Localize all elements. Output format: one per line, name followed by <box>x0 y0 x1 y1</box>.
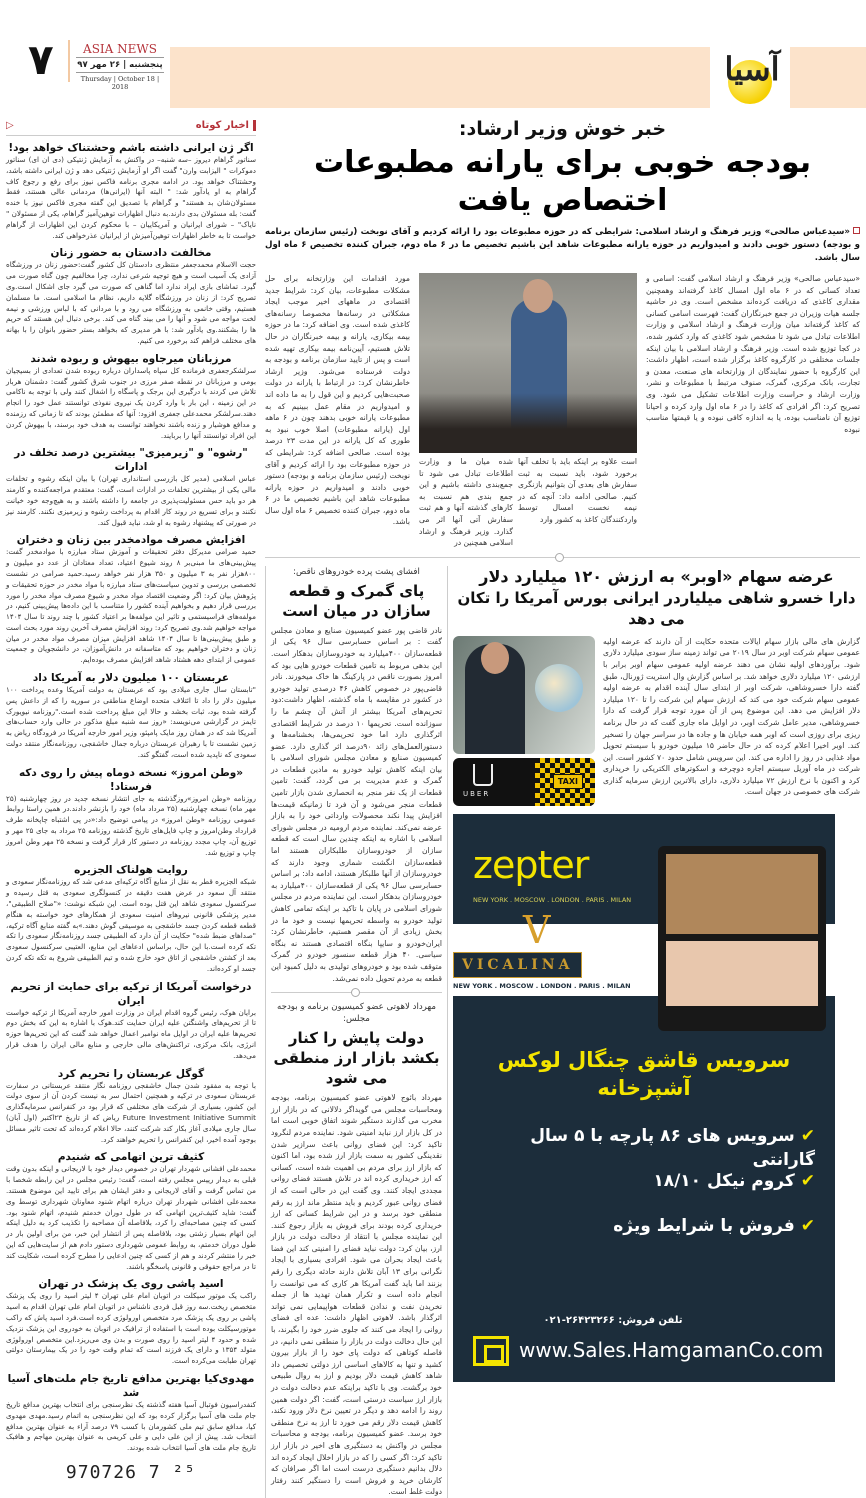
brand-cities: NEW YORK . MOSCOW . LONDON . PARIS . MILAN <box>453 981 631 990</box>
article-kicker: خبر خوش وزیر ارشاد: <box>458 118 667 140</box>
section-divider <box>271 992 442 993</box>
article-subheadline: دارا خسرو شاهی میلیاردر ایرانی بورس آمریکا را تکان می دهد <box>457 588 856 628</box>
short-news-list <box>6 141 256 1454</box>
news-headline: «وطن امروز» نسخه دوماه پیش را روی دکه فرستاد! <box>18 766 244 793</box>
page-number: ۷ <box>28 35 54 84</box>
square-bullet-icon <box>853 227 860 234</box>
uber-wordmark: UBER <box>463 789 491 798</box>
news-headline: درخواست آمریکا از ترکیه برای حمایت از تحریم ایران <box>10 980 252 1007</box>
news-headline: کثیف ترین اتهامی که شنیدم <box>57 1151 205 1164</box>
checkmark-icon: ✔ <box>800 1170 815 1191</box>
uber-taxi-image <box>453 758 595 806</box>
article-column: است علاوه بر اینکه باید با تخلف آنها برخورد شود، باید نسبت به ثبت سفارش های بعدی آن بتوانیم بازنگری کنیم. صالحی ادامه داد: آنچه که در نیمه نخست امسال توسط واردکنندگان کاغذ به کشور وارد <box>518 457 637 524</box>
news-body: برایان هوک، رئیس گروه اقدام ایران در وزارت امور خارجه آمریکا از ترکیه خواست تا از تحریم‌های واشنگتن علیه ایران حمایت کند.هوک با اشاره به این که بخش دوم تحریم‌ها علیه ایران در اوایل ماه نوامبر اعمال خواهد شد گفت که این تحریم‌ها حوزه انرژی، بانک مرکزی، تراکنش‌های مالی خارجی و منابع مالی ایران را هدف قرار می‌دهد. <box>6 1007 256 1060</box>
date-english: Thursday | October 18 | 2018 <box>80 75 160 91</box>
taxi-sign: TAXI <box>553 774 583 789</box>
main-area <box>265 116 860 1498</box>
divider <box>68 40 70 82</box>
news-headline: مخالفت دادستان به حضور زنان <box>50 247 212 260</box>
logo-text: آسیا <box>724 50 780 88</box>
cutlery-advertisement <box>453 814 835 1382</box>
news-body: سناتور گراهام دیروز –سه شنبه– در واکنش به آزمایش ژنتیکی (دی ان ای) سناتور دموکرات " الیزابت وارن" گفت اگر او آزمایش ژنتیکی دهد و ژن ایرانی داشته باشد، وحشتناک خواهد بود. در ادامه مجری برنامه فاکس نیوز برای رفع و رجوع کاف گراهام به او یادآور شد: " البته آنها (ایرانی‌ها) مردمانی عالی هستند، فقط مسئولان‌شان بد هستند" و گراهام با تصدیق این گفته مجری فاکس نیوز با خنده گفت: بله مسئولان بدی دارند.به دنبال اظهارات توهین‌آمیز گراهام، یکی از مسئولان " نایاک" – شورای ایرانیان و آمریکاییان – با محکوم کردن این اظهارات از گراهام خواست تا به خاطر اظهارات توهین‌آمیزش از ایرانیان عذرخواهی کند. <box>6 155 256 240</box>
article-kicker: مهرداد لاهوتی عضو کمیسیون برنامه و بودجه مجلس: <box>277 1002 436 1025</box>
triangle-icon: ▷ <box>6 120 14 131</box>
article-body <box>265 273 860 549</box>
vicalina-logo: VICALINA <box>453 952 582 978</box>
header-band <box>790 47 866 108</box>
ad-title: سرویس قاشق چنگال لوکس آشپزخانه <box>497 1047 791 1100</box>
ad-bullet: ✔کروم نیکل ۱۸/۱۰ <box>653 1170 815 1191</box>
date-persian: پنجشنبه | ۲۶ مهر ۹۷ <box>76 58 164 73</box>
uber-logo-icon <box>473 764 493 786</box>
uber-article <box>453 566 860 1382</box>
section-divider <box>265 557 860 558</box>
hamgaman-logo-icon <box>473 1336 509 1366</box>
article-kicker: افشای پشت پرده خودروهای ناقص: <box>293 566 420 577</box>
lead-text: «سیدعباس صالحی» وزیر فرهنگ و ارشاد اسلامی: شرایطی که در حوزه مطبوعات بود را ارائه کردیم و آقای نوبخت (رئیس سازمان برنامه و بودجه) دستور خوبی دادند و امیدواریم در حوزه یارانه مطبوعات شاهد این باشیم تخصیص ما در ۶ ماه دوم، جبران کننده تخصیص ۶ ماه اول سال باشد. <box>265 227 860 263</box>
newspaper-logo <box>718 44 786 110</box>
masthead-title: ASIA NEWS <box>76 42 164 58</box>
news-headline: عربستان ۱۰۰ میلیون دلار به آمریکا داد <box>32 672 230 685</box>
news-headline: مرزبانان میرجاوه بیهوش و ربوده شدند <box>30 352 232 365</box>
zepter-logo: zepter <box>473 842 589 887</box>
article-headline: پای گمرک و قطعه سازان در میان است <box>282 581 431 620</box>
news-body: کنفدراسیون فوتبال آسیا هفته گذشته یک نظرسنجی برای انتخاب بهترین مدافع تاریخ جام ملت های آسیا برگزار کرده بود که این نظرسنجی به اتمام رسید.مهدی مهدوی کیا، مدافع سابق تیم ملی کشورمان با کسب ۷۹ درصد آراء به عنوان بهترین مدافع انتخاب شد. پیش از این علی دایی و علی کریمی به عنوان بهترین مهاجم و هافبک تاریخ جام ملت های آسیا انتخاب شده بودند. <box>6 1399 257 1453</box>
news-headline: افزایش مصرف موادمخدر بین زنان و دختران <box>16 534 246 547</box>
ad-phone: تلفن فروش: ۲۶۴۲۳۲۶۶-۰۲۱ <box>543 1314 683 1326</box>
article-headline: دولت پایش را کنار بکشد بازار ارز منطقی می شود <box>273 1029 440 1088</box>
news-body: سرلشکرجعفری فرمانده کل سپاه پاسداران درباره ربوده شدن تعدادی از بسیجیان بومی و مرزبانان در نقطه صفر مرزی در جنوب شرق کشور گفت: دشمنان هربار تلاش می کردند با درگیری این برجک و پاسگاه را اشغال کنند ولی با توجه به ناکامی در این زمینه ، این بار با وارد کردن یک نیروی نفوذی توانستند عمل خود را انجام دهند.سرلشکر محمدعلی جعفری افزود: آنها که مطمئن بودند که تا زمانی که رزمنده و مدافع هوشیار و زنده باشند نخواهند توانست به هدف خود برسند، با بیهوش کردن این افراد توانستند آنها را بربایند. <box>6 365 256 440</box>
short-news-column <box>6 116 256 1483</box>
cutlery-case-image <box>658 846 826 1031</box>
checkmark-icon: ✔ <box>800 1125 815 1146</box>
article-body: مهرداد بائوج لاهوتی عضو کمیسیون برنامه، بودجه ومحاسبات مجلس می گویداگر دلالانی که در بازار ارز مخرب می گذارند دستگیر شوند اتفاق خوبی است اما در کل بازار ارز نباید امنیتی شود. نماینده مردم لنگرود تاکید کرد: این فضای روانی باعث سرازیر شدن نقدینگی کشور به سمت بازار ارز شده بود، اما اکنون که بازار ارز برای مردم بی اهمیت شده است، کسانی که ارز خریداری کرده اند در تلاش هستند فضای روانی مجددی ایجاد کنند. وی گفت این در حالی است که از فضای روانی عبور کردیم و باید منتظر ماند ارز به رقم منطقی خود برسد و در این شرایط کسانی که ارز خریداری کرده بودند برای فروش به بازار رجوع کنند. این نماینده مجلس با انتقاد از دخالت دولت در بازار ارز، بیان کرد: دولت نباید فضای را امنیتی کند این فضا باعث ایجاد بحران می شود. افرادی بسیاری با ایجاد نگرانی برای ۱۳ آبان تلاش دارند حادثه دیگری را رقم بزنند اما باید گفت آمریکا هر کاری که می توانست را انجام داده است و تکرار همان تهدید ها از جمله نخریدن نفت و ندادن قطعات هواپیمایی نمی تواند اثرگذار باشد. لاهوتی اظهار داشت: عده ای فضای روانی را ایجاد می کنند که جلوی ضرر خود را بگیرند، با این حال دخالت دولت در بازار را منطقی نمی دانیم، در فاصله کوتاهی که دولت پای خود را از بازار بیرون کشید و تنها به کالاهای اساسی ارز دولتی تخصیص داد شاهد کاهش قیمت دلار بودیم و ارز به روال طبیعی خود برگشت. وی با تاکید براینکه عدم دخالت دولت در بازار ارز سیاست درستی است، گفت: اگر دولت همین روند را ادامه دهد و دیگر در تعیین نرخ دلار ورود نکند، کاهش قیمت دلار رقم می خورد تا ارز به نرخ منطقی خود برسد. عضو کمیسیون برنامه، بودجه و محاسبات مجلس در واکنش به دستگیری های اخیر در بازار ارز تاکید کرد: اگر کسی را که در بازار اخلال ایجاد کرده اند دلال بدانیم دستگیری درست است اما اگر صرافان که کارشان خرید و فروش است را دستگیر کنند رفتار دولت غلط است. <box>271 1093 442 1497</box>
brand-cities: NEW YORK . MOSCOW . LONDON . PARIS . MILAN <box>473 895 632 904</box>
ad-bullet: ✔فروش با شرایط ویژه <box>613 1215 815 1236</box>
news-body: راکب یک موتور سیکلت در اتوبان امام علی تهران ۴ لیتر اسید را روی یک پزشک متخصص ریخت.سه روز قبل فردی ناشناس در اتوبان امام علی تهران اقدام به اسید پاشی بر روی یک پزشک مرد متخصص اورولوژی کرده است.فرد اسید پاش که راکب موتورسیکلت بوده است با استفاده از ترافیک در اتوبان به خودروی این پزشک نزدیک شده و حدود ۴ لیتر اسید را روی صورت و بدن وی می‌ریزد.این متخصص اورولوژی متولد ۱۳۵۴ و دارای یک فرزند است که تمام وقت خود را در یک بیمارستان دولتی تهران طبابت می‌کرده است. <box>6 1291 256 1366</box>
news-headline: اسید پاشی روی یک پزشک در تهران <box>38 1278 224 1291</box>
globe-icon <box>535 664 583 712</box>
article-center <box>419 273 637 549</box>
news-headline: روایت هولناک الجزیره <box>74 864 188 877</box>
news-body: حجت الاسلام محمدجعفر منتظری دادستان کل کشور گفت:حضور زنان در ورزشگاه آزادی یک آسیب است و هیچ توجیه شرعی ندارد، چرا مخالفیم چون گناه صورت می گیرد. تماشای بازی ایراد ندارد اما گناهی که صورت می گیرد جای اشکال است.وی تصریح کرد: از زنان در ورزشگاه گلایه داریم، نظام ما اسلامی است. ما مسلمان هستیم، وقتی خانمی به ورزشگاه می رود و با مردانی که با لباس ورزشی و نیمه لخت مواجه می شود و آنها را می بیند گناه می کند. برخی دنبال این هستند که حریم ها را بشکنند.وی یادآور شد: با هر مدیری که بخواهد بستر حضور بانوان را با بهانه های مختلف فراهم کند برخورد می کنیم. <box>6 260 256 345</box>
news-headline: گوگل عربستان را تحریم کرد <box>57 1067 205 1080</box>
article-column: شده میان ما و وزارت اطلاعات تبادل می شود تا جمع‌بندی داشته باشیم و این جمع بندی هم نسبت به کارهای گذشته آنها و هم ثبت سفارش آتی آنها اثر می گذارد. وزیر فرهنگ و ارشاد اسلامی همچنین در <box>419 457 513 548</box>
page-content <box>6 116 860 1498</box>
article-headline: بودجه خوبی برای یارانه مطبوعات اختصاص یافت <box>313 145 812 218</box>
news-body: عباس اسلامی (مدیر کل بازرسی استانداری تهران) با بیان اینکه رشوه و تخلفات مالی یکی از بیشترین تخلفات در ادارات است، گفت: معتقدم مراجعه‌کننده و کارمند هر دو باید حس مسئولیت‌پذیری در جامعه را داشته باشند و به هیچ‌وجه خود خیانت نکنند و برای تسریع در روند کار اقدام به پرداخت رشوه و زیرمیزی نکنند. کارمند نیز در صورتی که پیشنهاد رشوه به او شد، نباید قبول کند. <box>6 474 256 527</box>
news-body: محمدعلی افشانی شهردار تهران در خصوص دیدار خود با لاریجانی و اینکه بدون وقت قبلی به دیدار رییس مجلس رفته است، گفت: رئیس مجلس در این رابطه شخصا با من تماس گرفت و آقای لاریجانی و دفتر ایشان هم برای تایید این موضوع هستند. محمدعلی افشانی شهردار تهران درباره اتهام شنود معاونان شهرداری توسط وی گفت: شاید کثیف‌ترین اتهامی که در طول دوران خدمتم شنیدم، اتهام شنود بود. کسی که چنین مصاحبه‌ای را کرد، بلافاصله آن مصاحبه را تکذیب کرد به دلیل اینکه این اتهام بسیار زشتی بود، بلافاصله پس از انتشار این خبر، من برای اولین بار در طول دوران خدمتم، به روابط عمومی شهرداری دستور دادم هم از سایت‌هایی که این خبر را منتشر کردند و هم از کسی که چنین ادعایی را مطرح کرده است، شکایت کند تا در مراجع حقوقی و قانونی پاسخگو باشند. <box>6 1164 256 1271</box>
vicalina-v-mark: V <box>523 907 551 952</box>
news-body: با توجه به مفقود شدن جمال خاشقجی روزنامه نگار منتقد عربستانی در سفارت عربستان سعودی در ترکیه و همچنین احتمال سر به نیست کردن آن از سوی دولت این کشور، بسیاری از شرکت های مختلفی که قرار بود در کنفرانس سرمایه‌گذاری Future Investment Initiative Summit ریاض که از تاریخ ۲۳اکتبر (اول آبان) سال جاری میلادی آغاز بکار کند شرکت کنند، حالا اعلام کرده‌اند که تحت تاثیر مسائل بوجود آمده اخیر، این کنفرانس را تحریم خواهند کرد. <box>6 1080 256 1144</box>
ad-bullet: ✔سرویس های ۸۶ پارچه با ۵ سال گارانتی <box>530 1125 815 1170</box>
header-band <box>170 47 710 108</box>
news-body: حمید صرامی مدیرکل دفتر تحقیقات و آموزش ستاد مبارزه با موادمخدر گفت: پیش‌بینی‌های ما مبنی‌بر ۸ روند شیوع اعتیاد، تعداد معتادان از عدد دو میلیون و ۸۰۰هزار نفر به ۳ میلیون و ۳۵۰ هزار نفر خواهد رسید.حمید صرامی در نشست تخصصی بررسی و تدوین سیاست‌های ستاد مبارزه با مواد مخدر در حوزه تحقیقات و پژوهش بیان کرد: اگر وضعیت اقتصاد مواد مخدر و شیوع مصرف مواد مخدر را مورد بررسی قرار دهیم و بخواهیم آینده کشور را متناسب با این داده‌ها پیش‌بینی کنیم، در مولفه‌های فراسیستمی و تاثیر این مولفه‌ها بر اعتیاد کشور با چند روند تا سال ۱۴۰۴ مواجه خواهیم شد.وی تصریح کرد: روند افزایش مصرف آخرین روند مورد بحث است و طبق پیش‌بینی‌ها تا سال ۱۴۰۴ شاهد افزایش میزان مصرف مواد مخدر در میان زنان و دختران خواهیم بود که متاسفانه در دانش‌آموزان، در دانشجویان و جمعیت عمومی از ابتدای دهه هشتاد شاهد افزایش مصرف بوده‌ایم. <box>6 547 256 665</box>
article-headline: عرضه سهام «اوبر» به ارزش ۱۲۰ میلیارد دلار <box>479 566 834 586</box>
article-body: نادر قاضی پور عضو کمیسیون صنایع و معادن مجلس گفت : بر اساس حسابرسی سال ۹۶ یکی از قطعه‌سازان ۴۰۰میلیارد به خودروسازان بدهکار است. این بدهی مربوط به تامین قطعات خودرو هایی بود که امروز بصورت ناقص در پارکینگ ها خاک میخورند. نادر قاضی‌پور در خصوص کاهش ۴۶ درصدی تولید خودرو در کشور در مقایسه با ماه گذشته، اظهار داشت:دود تحریم‌های آمریکا بیشتر از آتش آن چشم ما را سوزانده است. تحریمها ۱۰ درصد در شرایط اقتصادی اثرگذاری دارد اما خود تحریمی‌ها، بخشنامه‌ها و دستورالعمل‌های زائد ۹۰درصد اثر گذاری دارد. عضو کمیسیون صنایع و معادن مجلس شورای اسلامی با بیان اینکه کاهش تولید خودرو به مادین قطعات در گمرک و عدم مدیریت بر می گردد، گفت: تامین قطعات از یک نفر منجر به انحصاری شدن بازار تامین قطعات منجر می‌شود و آن فرد تا زمانیکه قیمت‌ها افزایش پیدا نکند محصولات وارداتی خود را به بازار عرضه نمی‌کند. نماینده مردم ارومیه در مجلس شورای اسلامی با اشاره به اینکه چندین سال است که قطعه سازان از خودروسازان طلبکاران هستند اما قطعه‌سازان انگشت شماری وجود دارند که خودروسازان از آنها طلبکار هستند، ادامه داد: بر اساس حسابرسی سال ۹۶ یکی از قطعه‌سازان ۴۰۰میلیارد به خودروسازان بدهکار است. این نماینده مردم در مجلس شورای اسلامی در پایان با تاکید بر اینکه تمامی کاهش تولید خودرو به واسطه تحریمها نیست و خود ما در بخش زیادی از آن مقصر هستیم، خاطرنشان کرد: ایران‌خودرو و سایپا بنگاه اقتصادی هستند نه بنگاه سیاسی. ۴۰ هزار قطعه سنسور خودرو در گمرک متوقف شده بود و خودروهای تولیدی به دلیل کمبود این قطعه به مردم تحویل داده نمی‌شد. <box>271 625 442 983</box>
news-body: روزنامه «وطن امروز»روزگذشته به جای انتشار نسخه جدید در روز چهارشنبه (۲۵ مهر ماه) نسخه چهارشنبه (۲۵ مرداد ماه) خود را بازنشر دادند.در همین راستا روابط عمومی روزنامه «وطن امروز» در پیامی توضیح داد:«در پی اشتباه چاپخانه طرف قرارداد وطن‌امروز و چاپ فایل‌های تاریخ گذشته روزنامه ۲۵ مرداد به جای ۲۵ مهر و توزیع آن، چاپ مجدد روزنامه در دستور کار قرار گرفت و نسخه ۲۵ مهر وطن امروز چاپ و توزیع شد. <box>6 793 257 857</box>
short-news-header <box>6 116 256 136</box>
news-body: شبکه الجزیره قطر به نقل از منابع آگاه ترکیه‌ای مدعی شد که روزنامه‌نگار سعودی و منتقد آل سعود در عرض هفت دقیقه در کنسولگری سعودی به قتل رسیده و سرکنسول سعودی شاهد این قتل بوده است. این شبکه نوشت: «"صلاح الطبیقی"، مدیر پزشکی قانونی نیروهای امنیت سعودی از همکارهای خود خواسته به هنگام قطعه قطعه کردن جسد خاشقجی به موسیقی گوش دهند.»به گفته منابع آگاه ترکیه، "صداهای ضبط شده" حکایت از آن دارد که الطبیقی جسد روزنامه‌نگار سعودی را تکه تکه کرده است.با این حال، براساس ادعاهای این منابع، العتیبی سرکنسول سعودی بعد از کشتن خاشقجی از اتاق خود خارج شده و تیم الطبیقی شروع به تکه تکه کردن جسد او کرده‌اند. <box>6 877 256 973</box>
khosrowshahi-photo <box>453 636 595 754</box>
article-lead <box>265 226 860 265</box>
archive-stamp: 970726 7 ²⁵ <box>65 1461 197 1483</box>
ad-website: www.Sales.HamgamanCo.com <box>519 1337 824 1362</box>
checkmark-icon: ✔ <box>800 1215 815 1236</box>
news-body: "تابستان سال جاری میلادی بود که عربستان به دولت آمریکا وعده پرداخت ۱۰۰ میلیون دلار را داد تا ائتلاف متحده اوضاع مناطقی در سوریه را که از داعش پس گرفته شده بود، ثبات بخشد و حالا این مبلغ پرداخت شده است."روزنامه نیویورک تایمز در گزارشی می‌نویسد: «روز سه شنبه مبلغ مذکور در حالی وارد حساب‌های آمریکا شد که در همان روز مایک پامپئو، وزیر امور خارجه آمریکا در فرودگاه ریاض به زمین نشست تا با رهبران عربستان درباره جمال خاشقجی، روزنامه‌نگار منتقد دولت سعودی که ناپدید شده است، گفتگو کند. <box>6 685 256 759</box>
article-body: گزارش های مالی بازار سهام ایالات متحده حکایت از آن دارند که عرضه اولیه عمومی سهام شرکت اوبر در سال ۲۰۱۹ می تواند زمینه ساز سودی میلیارد دلاری شود. برآوردهای اولیه نشان می دهند عرضه اولیه عمومی سهام اوبر برابر با ارزشی ۱۲۰ میلیارد دلاری خواهد شد. بر اساس گزارش وال استریت ژورنال، طبق گفته دارا خسروشاهی، شرکت اوبر از ابتدای سال آینده اقدام به عرضه اولیه عمومی سهام شرکت خود می کند که ارزش سهام این شرکت را تا ۱۲۰ میلیارد دلار افزایش می دهد. این موضوع پس از آن مورد توجه قرار گرفت که دارا خسروشاهی، مدیر عامل شرکت اوبر، در اوایل ماه جاری گفت که در حال برنامه ریزی برای روزی است که اوبر همه خیابان ها و جاده ها در سراسر جهان را تسخیر کند. اوبر اخیرا اعلام کرده که در حال حاضر ۱۵ میلیون خودرو با سیستم تحویل مواد غذایی در روز را اداره می کند. این سرویس شامل حدود ۷۰ کشور است. این شرکت در ماه آوریل سیستم اجاره دوچرخه و اسکوترهای الکتریکی را خریداری کرد و اکنون با نرخ ارزش ۷۲ میلیارد دلاری، دارای بالاترین ارزش سرمایه گذاری شرکت های خصوصی در جهان است. <box>603 636 860 797</box>
minister-photo <box>419 273 637 453</box>
article-column: «سیدعباس صالحی» وزیر فرهنگ و ارشاد اسلامی گفت: اسامی و تعداد کسانی که در ۶ ماه اول امسال کاغذ گرفته‌اند وهمچنین مقداری کاغذی که دریافت کرده‌اند مشخص است. وی در حاشیه جلسه هیات وزیران در جمع خبرنگاران گفت: فهرست اسامی کسانی که کاغذ گرفته‌اند میان وزارت فرهنگ و ارشاد اسلامی و وزارت اطلاعات تبادل می شود تا مشخص شود کاغذی که وارد کشور شده، در کجا توزیع شده است. وزیر فرهنگ و ارشاد اسلامی با بیان اینکه جلسات مختلفی در کارگروه کاغذ برگزار شده است، اظهار داشت: این کارگروه با حضور نمایندگان از وزارتخانه های صنعت، معدن و تجارت، بانک مرکزی، گمرک، صنوف مرتبط با مطبوعات و نشر، وزارت ارشاد و حراست وزارت اطلاعات تشکیل می شود. وی تصریح کرد: اگر افرادی که کاغذ را در ۶ ماه اول وارد کرده و احیانا توزیع آن نامناسب بوده، یا به اندازه کافی نبوده و یا قیمتها مناسب نبوده <box>646 274 860 434</box>
masthead <box>76 42 164 91</box>
news-headline: "رشوه" و "زیرمیزی" بیشترین درصد تخلف در ادارات <box>14 447 248 474</box>
middle-column <box>265 566 448 1498</box>
news-headline: مهدوی‌کیا بهترین مدافع تاریخ جام ملت‌های آسیا شد <box>7 1372 255 1399</box>
article-column: مورد اقدامات این وزارتخانه برای حل مشکلات مطبوعات، بیان کرد: شرایط جدید اقتصادی در ماههای اخیر موجب ایجاد مشکلاتی در رسانه‌ها مخصوصا رسانه‌های کاغذی شده است. وی اضافه کرد: ما در حوزه بیمه بیکاری، یارانه و بیمه خبرنگاران در حال تلاش هستیم، آیین‌نامه بیمه بیکاری تهیه شده است و پس از تایید سازمان برنامه و بودجه به دولت فرستاده می‌شود. وزیر ارشاد خاطرنشان کرد: در ارتباط با یارانه در دولت صحبت‌هایی کردیم و این قول را به ما داده اند و امیدواریم در مقام عمل ببینیم که به مطبوعات یارانه خوبی بدهند چون در ۶ ماهه اول (یارانه مطبوعات) اصلا خوب نبود به طوری که کل یارانه در این مدت ۲۳ درصد بوده است. صالحی اضافه کرد: شرایطی که در حوزه مطبوعات بود را ارائه کردیم و آقای نوبخت (رئیس سازمان برنامه و بودجه) دستور خوبی دادند و امیدواریم در حوزه یارانه مطبوعات شاهد این باشیم تخصیص ما در ۶ ماه دوم، جبران کننده تخصیص ۶ ماه اول سال باشد. <box>265 274 411 527</box>
short-news-label: اخبار کوتاه <box>196 120 256 131</box>
news-headline: اگر ژن ایرانی داشته باشم وحشتناک خواهد بود! <box>8 142 254 154</box>
